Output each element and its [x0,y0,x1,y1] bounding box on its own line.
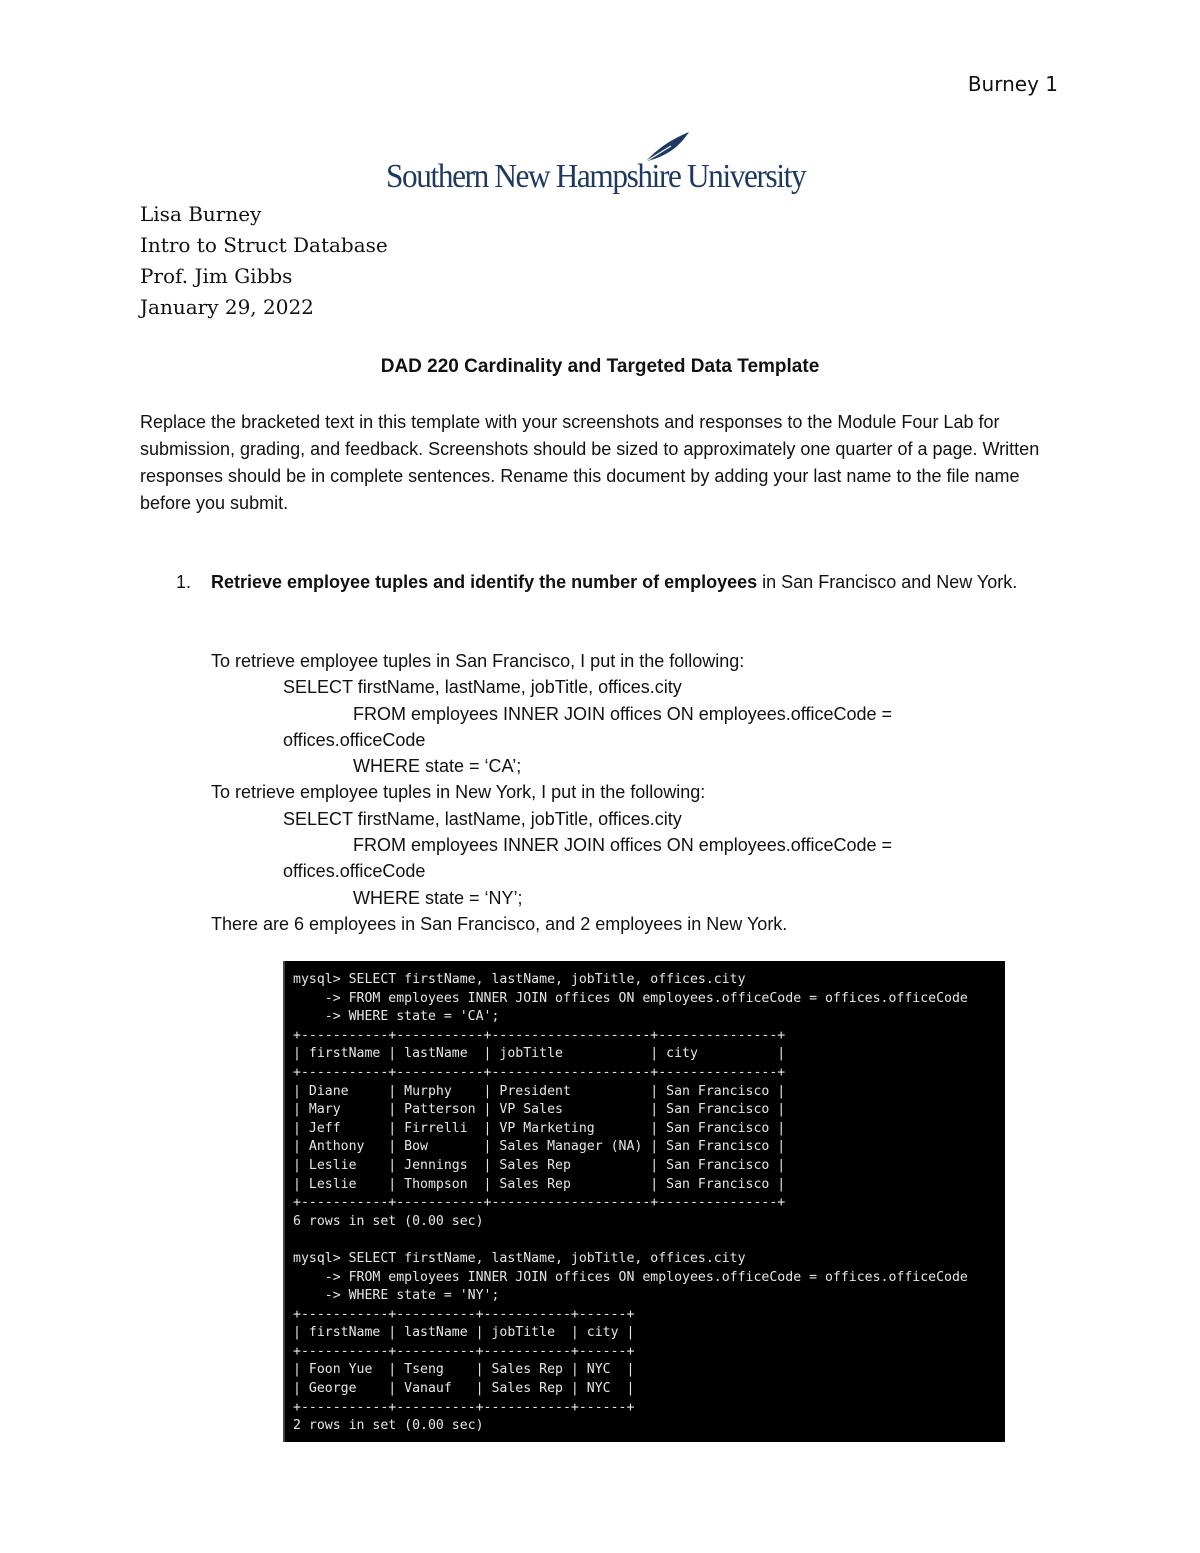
answer-block [211,648,1031,937]
terminal-line: -> WHERE state = 'NY'; [324,1288,500,1304]
sf-intro-line: To retrieve employee tuples in San Francisco, I put in the following: [211,651,745,671]
ny-from-cont-line: offices.officeCode [283,861,426,882]
document-date: January 29, 2022 [140,295,314,319]
conclusion-line: There are 6 employees in San Francisco, and 2 employees in New York. [211,913,788,934]
terminal-line: +-----------+-----------+--------------------+---------------+ [293,1064,786,1080]
logo-wordmark: Southern New Hampshire University [386,158,806,195]
terminal-line: | Anthony | Bow | Sales Manager (NA) | San Francisco | [293,1139,786,1155]
sf-from-cont-line: offices.officeCode [283,729,426,750]
terminal-line: | firstName | lastName | jobTitle | city | [293,1046,786,1062]
author-name: Lisa Burney [140,202,262,226]
ny-from-line: FROM employees INNER JOIN offices ON employees.officeCode = [353,835,893,856]
question-bold-text: Retrieve employee tuples and identify the number of employees [211,572,758,592]
terminal-line: +-----------+----------+-----------+------+ [293,1343,635,1359]
terminal-line: | Mary | Patterson | VP Sales | San Francisco | [293,1102,786,1118]
university-logo [386,130,816,200]
intro-paragraph: Replace the bracketed text in this template with your screenshots and responses to the Module Four Lab for submission, grading, and feedback. Screenshots should be sized to approximately one quarter of a page. Written responses should be in complete sentences. Rename this document by adding your last name to the file name before you submit. [140,412,1040,513]
ny-where-line: WHERE state = ‘NY’; [353,887,523,908]
terminal-output [285,961,1005,1436]
author-block [140,199,388,323]
sf-where-line: WHERE state = ‘CA’; [353,756,522,777]
terminal-line: | Foon Yue | Tseng | Sales Rep | NYC | [293,1362,635,1378]
document-title: DAD 220 Cardinality and Targeted Data Template [380,356,820,377]
terminal-line: 2 rows in set (0.00 sec) [293,1418,484,1434]
page-number-header: Burney 1 [967,72,1058,96]
terminal-line: -> WHERE state = 'CA'; [324,1009,500,1025]
terminal-line: +-----------+----------+-----------+------+ [293,1306,635,1322]
terminal-line: | Leslie | Thompson | Sales Rep | San Francisco | [293,1176,786,1192]
ny-select-line: SELECT firstName, lastName, jobTitle, offices.city [283,808,682,829]
terminal-line: | Diane | Murphy | President | San Francisco | [293,1083,786,1099]
terminal-line: +-----------+----------+-----------+------+ [293,1399,635,1415]
ny-intro-line: To retrieve employee tuples in New York, I put in the following: [211,782,706,803]
sf-from-line: FROM employees INNER JOIN offices ON employees.officeCode = [353,703,893,724]
question-item [176,569,1026,595]
terminal-line: mysql> SELECT firstName, lastName, jobTitle, offices.city [293,1250,746,1266]
terminal-line: | George | Vanauf | Sales Rep | NYC | [293,1381,635,1397]
terminal-line: -> FROM employees INNER JOIN offices ON employees.officeCode = offices.officeCode [324,1269,968,1285]
question-text [211,569,1026,595]
terminal-line: +-----------+-----------+--------------------+---------------+ [293,1195,786,1211]
terminal-line: | Jeff | Firrelli | VP Marketing | San Francisco | [293,1120,786,1136]
terminal-line: 6 rows in set (0.00 sec) [293,1213,484,1229]
question-rest-text: in San Francisco and New York. [757,572,1018,592]
terminal-line: | Leslie | Jennings | Sales Rep | San Francisco | [293,1157,786,1173]
terminal-line: -> FROM employees INNER JOIN offices ON employees.officeCode = offices.officeCode [324,990,968,1006]
course-name: Intro to Struct Database [140,233,388,257]
terminal-line: +-----------+-----------+--------------------+---------------+ [293,1027,786,1043]
terminal-line: mysql> SELECT firstName, lastName, jobTitle, offices.city [293,972,746,987]
professor-name: Prof. Jim Gibbs [140,264,293,288]
terminal-line: | firstName | lastName | jobTitle | city | [293,1325,635,1341]
sf-select-line: SELECT firstName, lastName, jobTitle, offices.city [283,677,682,698]
terminal-screenshot [283,961,1005,1442]
question-number: 1. [176,572,192,592]
